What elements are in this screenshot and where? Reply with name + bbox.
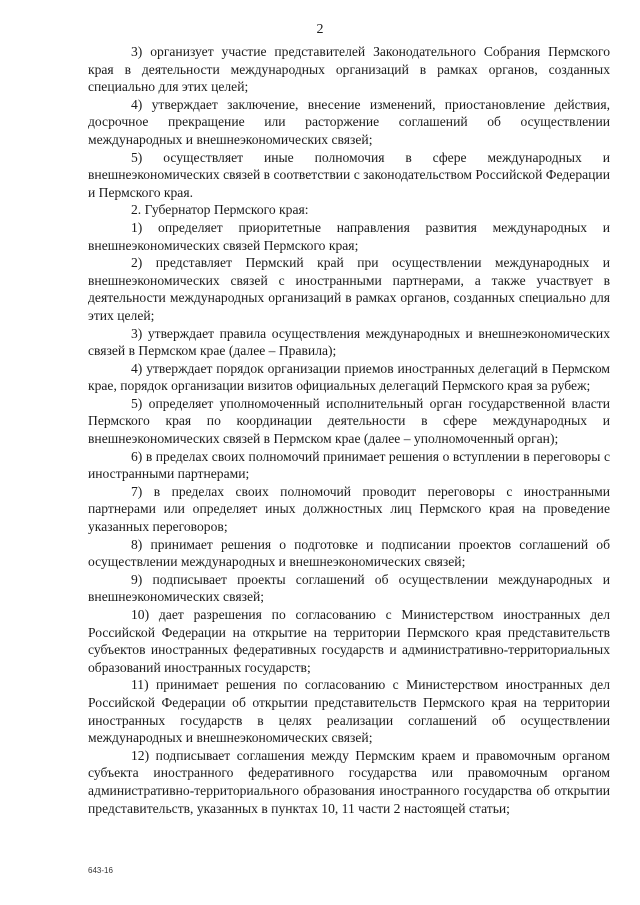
- paragraph-2-11: 11) принимает решения по согласованию с Министерством иностранных дел Российской Федерации об открытии представительств Пермского края на территории иностранных государств в целях реализации соглашений об осуществлении международных и внешнеэкономических связей;: [88, 677, 610, 746]
- paragraph-1-3: 3) организует участие представителей Законодательного Собрания Пермского края в деятельности международных организаций в рамках органов, созданных специально для этих целей;: [88, 44, 610, 95]
- paragraph-1-4: 4) утверждает заключение, внесение изменений, приостановление действия, досрочное прекращение или расторжение соглашений об осуществлении международных и внешнеэкономических связей;: [88, 96, 610, 147]
- paragraph-2-5: 5) определяет уполномоченный исполнительный орган государственной власти Пермского края по координации деятельности в сфере международных и внешнеэкономических связей в Пермском крае (далее – уполномоченный орган);: [88, 395, 610, 447]
- paragraph-2-3: 3) утверждает правила осуществления международных и внешнеэкономических связей в Пермском крае (далее – Правила);: [88, 325, 610, 359]
- paragraph-2-10: 10) дает разрешения по согласованию с Министерством иностранных дел Российской Федерации на открытие на территории Пермского края представительств субъектов иностранных федеративных государств и административно-территориальных образований иностранных государств;: [88, 607, 610, 675]
- document-code: 643-16: [88, 866, 113, 875]
- document-body: [88, 43, 610, 817]
- paragraph-2-7: 7) в пределах своих полномочий проводит переговоры с иностранными партнерами или определяет иных должностных лиц Пермского края на проведение указанных переговоров;: [88, 483, 610, 535]
- paragraph-2-6: 6) в пределах своих полномочий принимает решения о вступлении в переговоры с иностранными партнерами;: [88, 448, 610, 482]
- paragraph-2-12: 12) подписывает соглашения между Пермским краем и правомочным органом субъекта иностранного федеративного государства или правомочным органом административно-территориального образования иностранного государства об открытии представительств, указанных в пунктах 10, 11 части 2 настоящей статьи;: [88, 747, 610, 816]
- paragraph-2-2: 2) представляет Пермский край при осуществлении международных и внешнеэкономических связей с иностранными партнерами, а также участвует в деятельности международных организаций в рамках органов, созданных специально для этих целей;: [88, 255, 610, 323]
- paragraph-2-4: 4) утверждает порядок организации приемов иностранных делегаций в Пермском крае, порядок организации визитов официальных делегаций Пермского края за рубеж;: [88, 360, 610, 394]
- page-number: 2: [316, 22, 324, 37]
- paragraph-1-5: 5) осуществляет иные полномочия в сфере международных и внешнеэкономических связей в соответствии с законодательством Российской Федерации и Пермского края.: [88, 149, 610, 200]
- paragraph-2-9: 9) подписывает проекты соглашений об осуществлении международных и внешнеэкономических связей;: [88, 571, 610, 605]
- section-heading-governor: 2. Губернатор Пермского края:: [131, 202, 309, 218]
- paragraph-2-8: 8) принимает решения о подготовке и подписании проектов соглашений об осуществлении международных и внешнеэкономических связей;: [88, 536, 610, 570]
- paragraph-2-1: 1) определяет приоритетные направления развития международных и внешнеэкономических связей Пермского края;: [88, 219, 610, 253]
